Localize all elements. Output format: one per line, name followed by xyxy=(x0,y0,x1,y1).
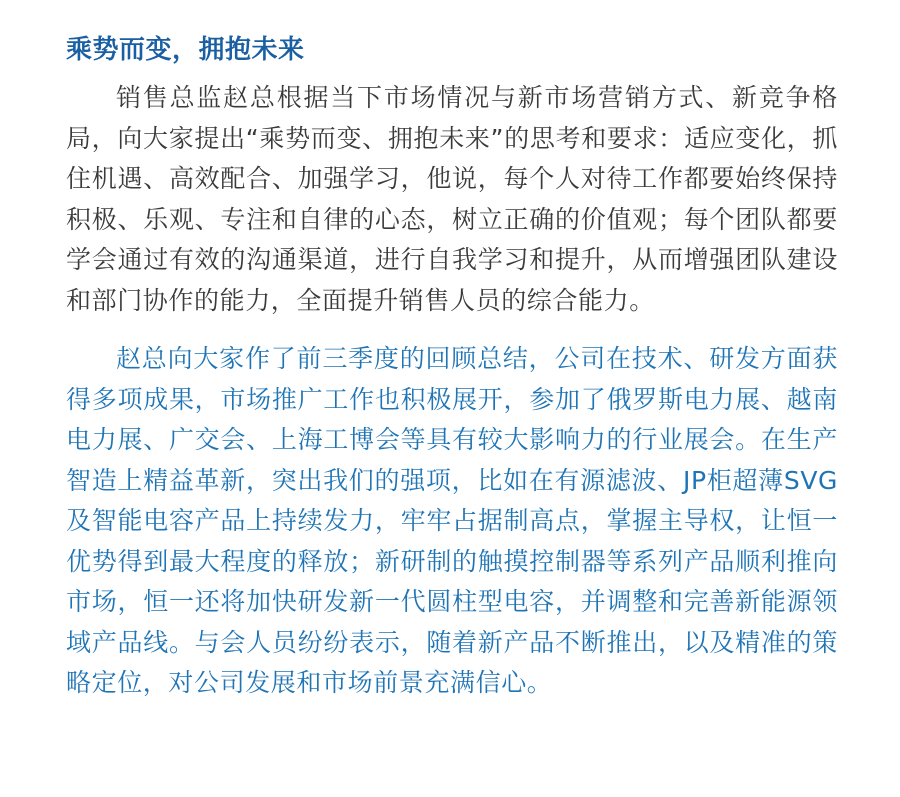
paragraph-review-summary: 赵总向大家作了前三季度的回顾总结，公司在技术、研发方面获得多项成果，市场推广工作也积极展开，参加了俄罗斯电力展、越南电力展、广交会、上海工博会等具有较大影响力的行业展会。在生产智造上精益革新，突出我们的强项，比如在有源滤波、JP柜超薄SVG及智能电容产品上持续发力，牢牢占据制高点，掌握主导权，让恒一优势得到最大程度的释放；新研制的触摸控制器等系列产品顺利推向市场，恒一还将加快研发新一代圆柱型电容，并调整和完善新能源领域产品线。与会人员纷纷表示，随着新产品不断推出，以及精准的策略定位，对公司发展和市场前景充满信心。 xyxy=(66,344,838,697)
paragraph-sales-director: 销售总监赵总根据当下市场情况与新市场营销方式、新竞争格局，向大家提出“乘势而变、拥抱未来”的思考和要求：适应变化，抓住机遇、高效配合、加强学习，他说，每个人对待工作都要始终保持积极、乐观、专注和自律的心态，树立正确的价值观；每个团队都要学会通过有效的沟通渠道，进行自我学习和提升，从而增强团队建设和部门协作的能力，全面提升销售人员的综合能力。 xyxy=(66,83,838,315)
article-title: 乘势而变，拥抱未来 xyxy=(66,35,305,65)
article xyxy=(66,28,838,704)
